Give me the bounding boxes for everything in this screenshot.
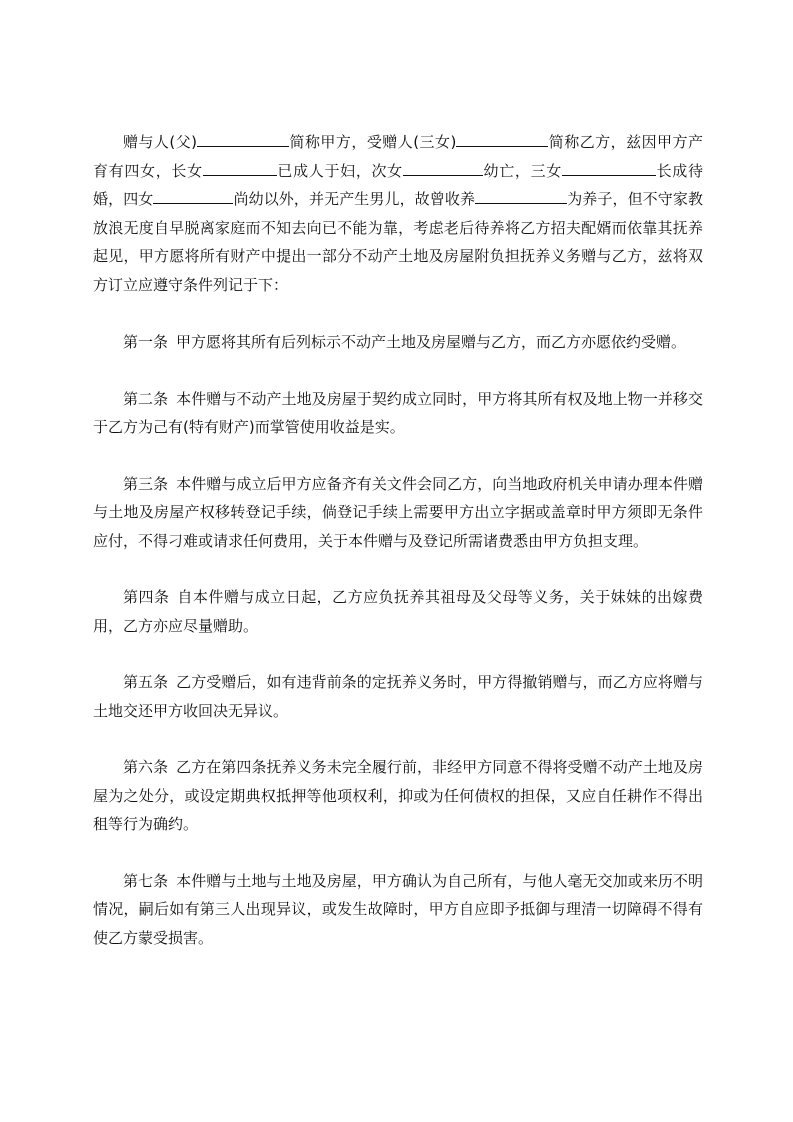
article-6-text: 乙方在第四条抚养义务未完全履行前，非经甲方同意不得将受赠不动产土地及房屋为之处分，或设定期典权抵押等他项权利，抑或为任何债权的担保，又应自任耕作不得出租等行为确约。 <box>93 758 703 833</box>
article-7 <box>93 867 703 953</box>
intro-text-2: 简称甲方，受赠人(三女) <box>289 133 457 151</box>
intro-text-4: 已成人于妇，次女 <box>276 161 403 180</box>
article-1 <box>93 328 703 357</box>
article-1-text: 甲方愿将其所有后列标示不动产土地及房屋赠与乙方，而乙方亦愿依约受赠。 <box>176 333 687 351</box>
eldest-daughter-blank[interactable] <box>203 160 277 176</box>
donee-name-blank[interactable] <box>456 131 548 147</box>
article-1-heading: 第一条 <box>123 333 169 351</box>
adopted-son-blank[interactable] <box>475 188 567 204</box>
article-6-heading: 第六条 <box>123 758 169 776</box>
article-5 <box>93 668 703 725</box>
second-daughter-blank[interactable] <box>403 160 483 176</box>
article-4-heading: 第四条 <box>123 588 170 606</box>
intro-text-1: 赠与人(父) <box>123 133 198 151</box>
article-2-text: 本件赠与不动产土地及房屋于契约成立同时，甲方将其所有权及地上物一并移交于乙方为己有(特有财产)而掌管使用收益是实。 <box>93 389 703 436</box>
third-daughter-blank[interactable] <box>562 160 626 176</box>
article-6 <box>93 753 703 839</box>
donor-name-blank[interactable] <box>197 131 289 147</box>
article-3-text: 本件赠与成立后甲方应备齐有关文件会同乙方，向当地政府机关申请办理本件赠与土地及房屋产权移转登记手续，倘登记手续上需要甲方出立字据或盖章时甲方须即无条件应付，不得刁难或请求任何费用，关于本件赠与及登记所需诸费悉由甲方负担支理。 <box>93 474 703 550</box>
article-4 <box>93 583 703 640</box>
article-4-text: 自本件赠与成立日起，乙方应负抚养其祖母及父母等义务，关于妹妹的出嫁费用，乙方亦应尽量赠助。 <box>93 588 703 635</box>
third-daughter-blank-continued[interactable] <box>626 160 656 176</box>
article-7-heading: 第七条 <box>123 871 169 890</box>
article-5-text: 乙方受赠后，如有违背前条的定抚养义务时，甲方得撤销赠与，而乙方应将赠与土地交还甲方收回决无异议。 <box>93 673 703 720</box>
document-page <box>93 128 703 980</box>
intro-paragraph <box>93 128 703 299</box>
article-2 <box>93 385 703 442</box>
intro-text-7: 尚幼以外，并无产生男儿，故曾收养 <box>233 190 476 208</box>
article-2-heading: 第二条 <box>123 389 169 408</box>
article-5-heading: 第五条 <box>123 673 169 691</box>
article-3 <box>93 470 703 556</box>
intro-text-8: 为养子，但不守家教放浪无度自早脱离家庭而不知去向已不能为靠，考虑老后待养将乙方招夫配婿而依靠其抚养起见，甲方愿将所有财产中提出一部分不动产土地及房屋附负担抚养义务赠与乙方，兹将双方订立应遵守条件列记于下： <box>93 190 703 294</box>
intro-text-6: 长成待婚，四女 <box>93 161 703 208</box>
article-3-heading: 第三条 <box>123 474 169 493</box>
intro-text-5: 幼亡，三女 <box>482 161 562 180</box>
article-7-text: 本件赠与土地与土地及房屋，甲方确认为自己所有，与他人毫无交加或来历不明情况，嗣后如有第三人出现异议，或发生故障时，甲方自应即予抵御与理清一切障碍不得有使乙方蒙受损害。 <box>93 871 703 947</box>
fourth-daughter-blank[interactable] <box>153 188 233 204</box>
intro-text-3: 简称乙方，兹因甲方产育有四女，长女 <box>93 133 703 180</box>
